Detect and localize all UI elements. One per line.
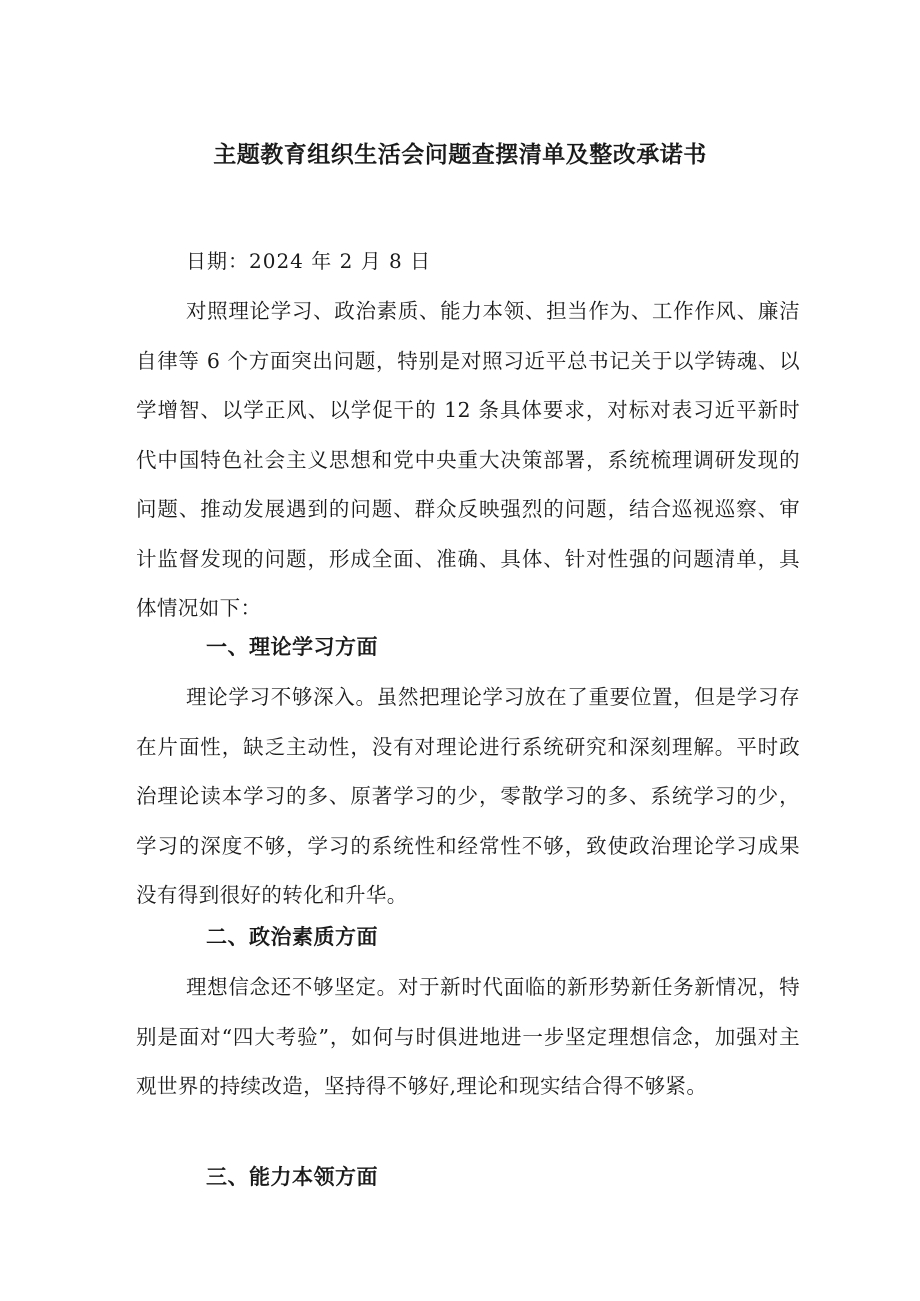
section-paragraph-political-quality: 理想信念还不够坚定。对于新时代面临的新形势新任务新情况，特别是面对“四大考验”，如何与时俱进地进一步坚定理想信念，加强对主观世界的持续改造，坚持得不够好,理论和现实结合得不够紧。 — [136, 975, 800, 1098]
section-heading-political-quality: 二、政治素质方面 — [206, 925, 378, 949]
document-title: 主题教育组织生活会问题查摆清单及整改承诺书 — [213, 142, 707, 168]
section-heading-theory-study: 一、理论学习方面 — [206, 635, 378, 659]
date-line: 日期：2024 年 2 月 8 日 — [186, 249, 432, 273]
intro-paragraph: 对照理论学习、政治素质、能力本领、担当作为、工作作风、廉洁自律等 6 个方面突出问题，特别是对照习近平总书记关于以学铸魂、以学增智、以学正风、以学促干的 12 条具体要求，对标对表习近平新时代中国特色社会主义思想和党中央重大决策部署，系统梳理调研发现的问题、推动发展遇到的问题、群众反映强烈的问题，结合巡视巡察、审计监督发现的问题，形成全面、准确、具体、针对性强的问题清单，具体情况如下： — [136, 299, 800, 620]
section-heading-ability: 三、能力本领方面 — [206, 1165, 378, 1189]
section-paragraph-theory-study: 理论学习不够深入。虽然把理论学习放在了重要位置，但是学习存在片面性，缺乏主动性，没有对理论进行系统研究和深刻理解。平时政治理论读本学习的多、原著学习的少，零散学习的多、系统学习的少，学习的深度不够，学习的系统性和经常性不够，致使政治理论学习成果没有得到很好的转化和升华。 — [136, 685, 800, 907]
